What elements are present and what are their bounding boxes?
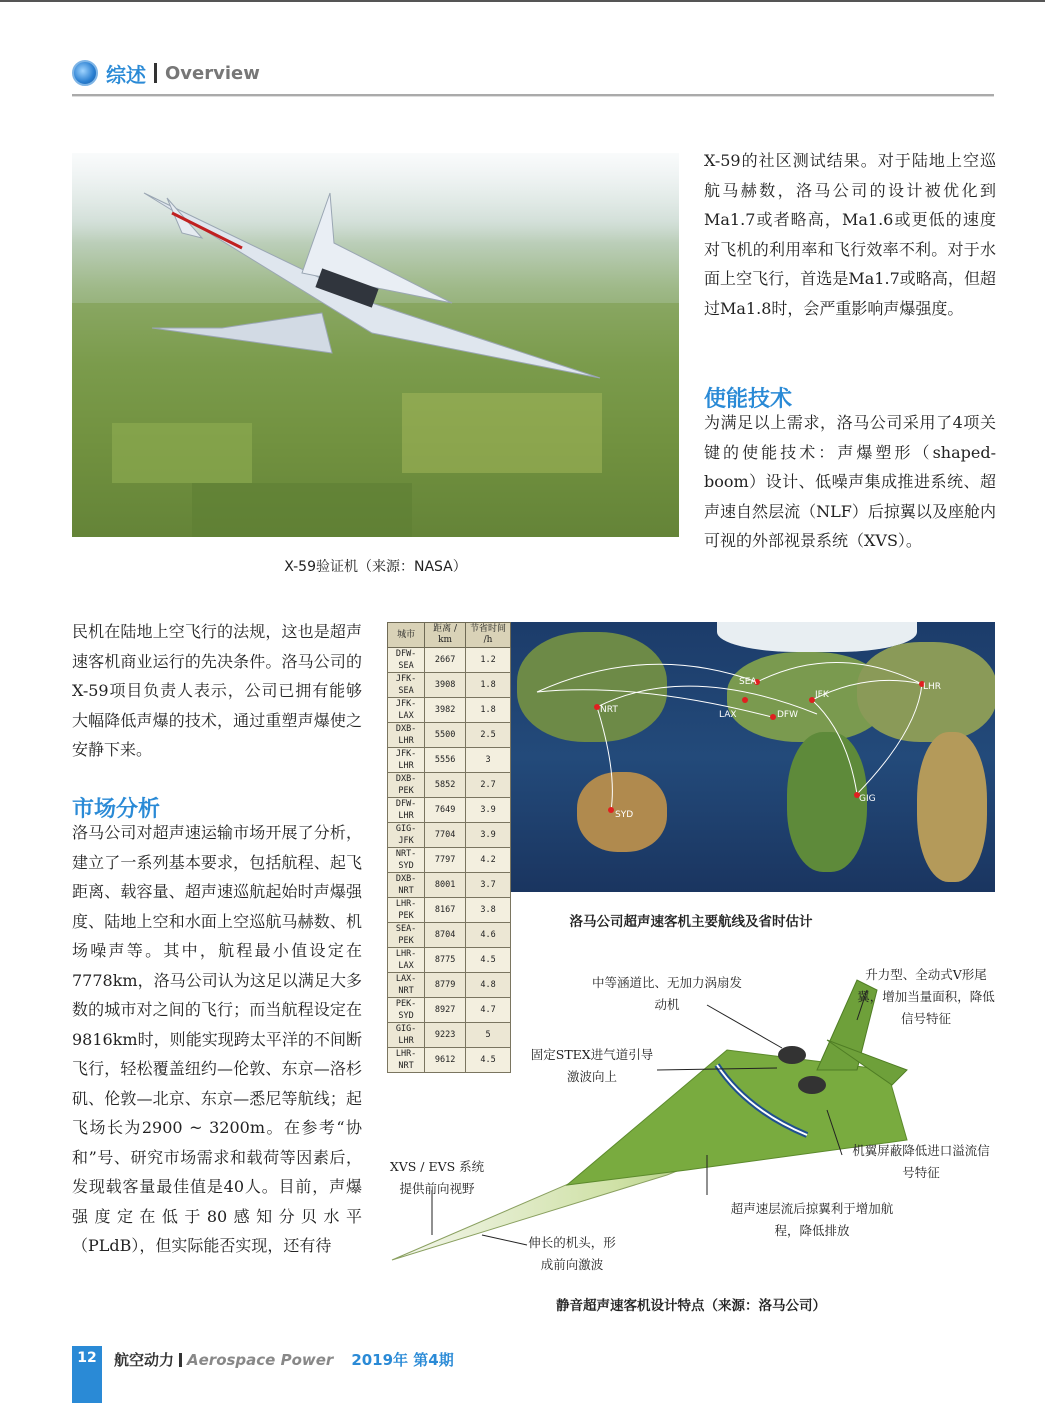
city-label: GIG xyxy=(859,794,876,804)
right-column-para2 xyxy=(704,408,996,556)
city-label: NRT xyxy=(600,705,618,715)
section-heading-market: 市场分析 xyxy=(72,797,161,822)
table-cell: 7704 xyxy=(425,823,466,848)
column-header: 节省时间 /h xyxy=(466,623,511,648)
table-cell: DXB-LHR xyxy=(388,723,425,748)
table-cell: 2.5 xyxy=(466,723,511,748)
x59-photo xyxy=(72,153,679,537)
label-engine: 中等涵道比、无加力涡扇发动机 xyxy=(591,975,742,1012)
table-row xyxy=(388,673,511,698)
table-cell: GIG-JFK xyxy=(388,823,425,848)
table-cell: 5500 xyxy=(425,723,466,748)
table-cell: 8775 xyxy=(425,948,466,973)
table-cell: 8927 xyxy=(425,998,466,1023)
label-nlf-wing: 超声速层流后掠翼利于增加航程，降低排放 xyxy=(730,1201,894,1238)
table-cell: 5 xyxy=(466,1023,511,1048)
city-dot xyxy=(770,714,776,720)
journal-name-cn: 航空动力 xyxy=(114,1351,175,1369)
table-cell: DFW-SEA xyxy=(388,648,425,673)
table-cell: JFK-LHR xyxy=(388,748,425,773)
table-cell: JFK-LAX xyxy=(388,698,425,723)
table-cell: JFK-SEA xyxy=(388,673,425,698)
table-cell: 3 xyxy=(466,748,511,773)
photo-caption: X-59验证机（来源：NASA） xyxy=(284,559,467,575)
left-column-para2 xyxy=(72,818,362,1261)
city-label: LAX xyxy=(719,710,737,720)
table-cell: 4.5 xyxy=(466,1048,511,1073)
table-cell: 1.8 xyxy=(466,673,511,698)
table-cell: 8001 xyxy=(425,873,466,898)
route-figure-caption: 洛马公司超声速客机主要航线及省时估计 xyxy=(569,914,813,930)
right-column-para1 xyxy=(704,146,996,323)
table-cell: 8704 xyxy=(425,923,466,948)
table-cell: NRT-SYD xyxy=(388,848,425,873)
section-title-cn: 综述 xyxy=(106,62,146,87)
table-cell: 3.8 xyxy=(466,898,511,923)
city-label: JFK xyxy=(815,690,829,700)
city-label: SEA xyxy=(739,677,757,687)
city-label: SYD xyxy=(615,810,634,820)
header-rule xyxy=(72,94,994,97)
table-cell: DXB-NRT xyxy=(388,873,425,898)
left-column-para1 xyxy=(72,617,362,765)
table-cell: 8167 xyxy=(425,898,466,923)
table-cell: 2.7 xyxy=(466,773,511,798)
globe-icon xyxy=(72,60,98,86)
table-cell: 9223 xyxy=(425,1023,466,1048)
page-header xyxy=(72,58,260,88)
table-cell: 3.7 xyxy=(466,873,511,898)
table-cell: 3.9 xyxy=(466,798,511,823)
label-nose: 伸长的机头，形成前向激波 xyxy=(528,1235,616,1272)
footer-divider xyxy=(179,1353,182,1367)
table-row xyxy=(388,798,511,823)
table-cell: LHR-LAX xyxy=(388,948,425,973)
body-paragraph: 民机在陆地上空飞行的法规，这也是超声速客机商业运行的先决条件。洛马公司的X-59项目负责人表示，公司已拥有能够大幅降低声爆的技术，通过重塑声爆使之安静下来。 xyxy=(72,622,362,759)
table-row xyxy=(388,773,511,798)
city-dot xyxy=(608,807,614,813)
aircraft-diagram xyxy=(387,960,995,1280)
header-divider xyxy=(154,63,157,83)
table-cell: DXB-PEK xyxy=(388,773,425,798)
table-row xyxy=(388,648,511,673)
table-row xyxy=(388,723,511,748)
table-row xyxy=(388,873,511,898)
aircraft-figure-caption: 静音超声速客机设计特点（来源：洛马公司） xyxy=(556,1298,826,1314)
label-tail: 升力型、全动式V形尾翼，增加当量面积，降低信号特征 xyxy=(857,967,995,1026)
body-paragraph: 为满足以上需求，洛马公司采用了4项关键的使能技术：声爆塑形（shaped-boom）设计、低噪声集成推进系统、超声速自然层流（NLF）后掠翼以及座舱内可视的外部视景系统（XVS）。 xyxy=(704,413,996,550)
table-cell: LAX-NRT xyxy=(388,973,425,998)
table-cell: 7797 xyxy=(425,848,466,873)
table-cell: PEK-SYD xyxy=(388,998,425,1023)
table-row xyxy=(388,823,511,848)
label-wing-shield: 机翼屏蔽降低进口溢流信号特征 xyxy=(852,1143,990,1180)
table-cell: SEA-PEK xyxy=(388,923,425,948)
journal-name-en: Aerospace Power xyxy=(187,1350,334,1369)
table-row xyxy=(388,698,511,723)
city-label: LHR xyxy=(923,682,942,692)
page-number: 12 xyxy=(77,1350,97,1366)
city-label: DFW xyxy=(777,710,799,720)
table-cell: 3908 xyxy=(425,673,466,698)
table-cell: 4.7 xyxy=(466,998,511,1023)
table-cell: 8779 xyxy=(425,973,466,998)
top-rule xyxy=(0,0,1045,2)
label-inlet: 固定STEX进气道引导激波向上 xyxy=(530,1047,654,1084)
table-row xyxy=(388,748,511,773)
body-paragraph: X-59的社区测试结果。对于陆地上空巡航马赫数，洛马公司的设计被优化到Ma1.7或者略高，Ma1.6或更低的速度对飞机的利用率和飞行效率不利。对于水面上空飞行，首选是Ma1.7或略高，但超过Ma1.8时，会严重影响声爆强度。 xyxy=(704,151,996,318)
table-header-row xyxy=(388,623,511,648)
table-cell: 1.2 xyxy=(466,648,511,673)
table-cell: DFW-LHR xyxy=(388,798,425,823)
table-cell: 1.8 xyxy=(466,698,511,723)
section-title-en: Overview xyxy=(165,62,260,84)
column-header: 城市 xyxy=(388,623,425,648)
table-cell: 4.8 xyxy=(466,973,511,998)
table-cell: LHR-PEK xyxy=(388,898,425,923)
table-cell: 9612 xyxy=(425,1048,466,1073)
table-row xyxy=(388,848,511,873)
table-cell: 3.9 xyxy=(466,823,511,848)
body-paragraph: 洛马公司对超声速运输市场开展了分析，建立了一系列基本要求，包括航程、起飞距离、载容量、超声速巡航起始时声爆强度、陆地上空和水面上空巡航马赫数、机场噪声等。其中，航程最小值设定在7778km，洛马公司认为这足以满足大多数的城市对之间的飞行；而当航程设定在9816km时，则能实现跨太平洋的不间断飞行，轻松覆盖纽约—伦敦、东京—洛杉矶、伦敦—北京、东京—悉尼等航线；起飞场长为2900 ~ 3200m。在参考“协和”号、研究市场需求和载荷等因素后，发现载客量最佳值是40人。目前，声爆强度定在低于80感知分贝水平（PLdB），但实际能否实现，还有待 xyxy=(72,823,362,1255)
table-cell: 4.6 xyxy=(466,923,511,948)
table-cell: 2667 xyxy=(425,648,466,673)
city-dot xyxy=(742,697,748,703)
table-cell: 3982 xyxy=(425,698,466,723)
table-cell: 5852 xyxy=(425,773,466,798)
column-header: 距离 / km xyxy=(425,623,466,648)
table-cell: 7649 xyxy=(425,798,466,823)
table-cell: 5556 xyxy=(425,748,466,773)
table-cell: LHR-NRT xyxy=(388,1048,425,1073)
footer-journal xyxy=(114,1349,454,1370)
table-cell: 4.5 xyxy=(466,948,511,973)
table-cell: 4.2 xyxy=(466,848,511,873)
table-cell: GIG-LHR xyxy=(388,1023,425,1048)
section-heading-enabling-tech: 使能技术 xyxy=(704,387,793,412)
label-xvs: XVS / EVS 系统提供前向视野 xyxy=(389,1159,485,1196)
journal-issue: 2019年 第4期 xyxy=(351,1351,454,1369)
